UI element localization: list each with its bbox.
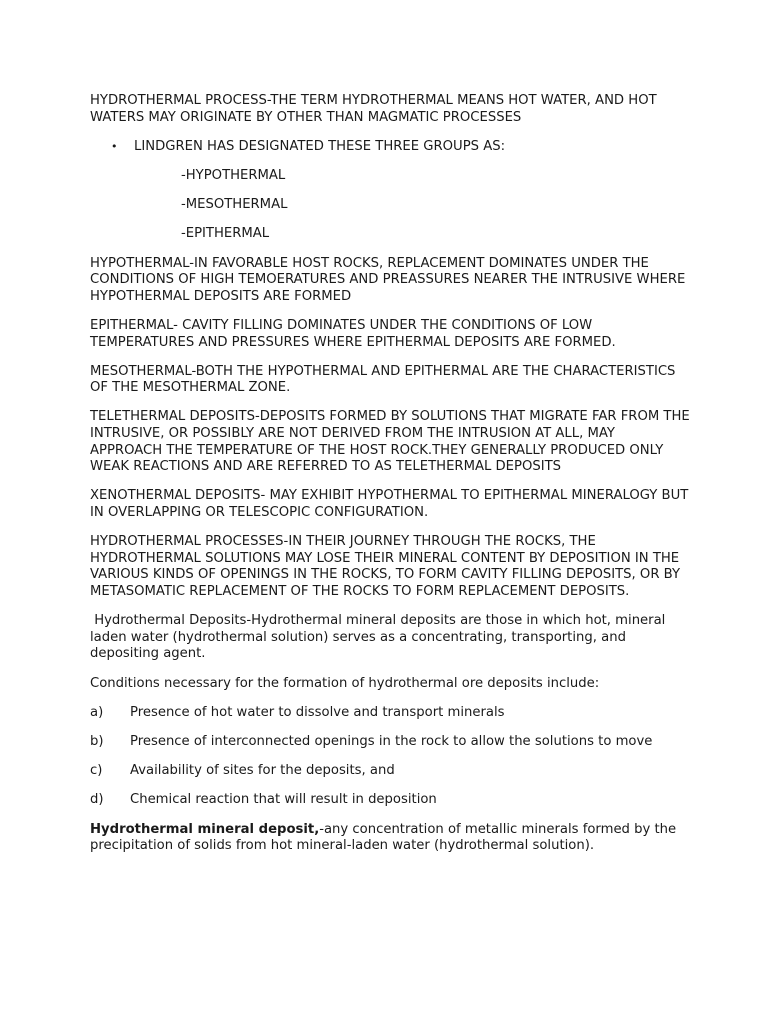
paragraph-xenothermal: XENOTHERMAL DEPOSITS- MAY EXHIBIT HYPOTHERMAL TO EPITHERMAL MINERALOGY BUT IN OVERLAPPING OR TELESCOPIC CONFIGURATION. [90, 488, 689, 521]
condition-item-c [90, 763, 690, 780]
list-marker: b) [90, 733, 104, 749]
list-text: Availability of sites for the deposits, and [130, 763, 395, 779]
paragraph-epithermal: EPITHERMAL- CAVITY FILLING DOMINATES UNDER THE CONDITIONS OF LOW TEMPERATURES AND PRESSURES WHERE EPITHERMAL DEPOSITS ARE FORMED. [90, 317, 616, 350]
group-mesothermal: -MESOTHERMAL [181, 197, 288, 213]
paragraph-mesothermal: MESOTHERMAL-BOTH THE HYPOTHERMAL AND EPITHERMAL ARE THE CHARACTERISTICS OF THE MESOTHERMAL ZONE. [90, 363, 676, 396]
bullet-text: LINDGREN HAS DESIGNATED THESE THREE GROUPS AS: [134, 138, 506, 154]
paragraph-definition [90, 822, 690, 855]
paragraph-hydrothermal-processes: HYDROTHERMAL PROCESSES-IN THEIR JOURNEY THROUGH THE ROCKS, THE HYDROTHERMAL SOLUTIONS MAY LOSE THEIR MINERAL CONTENT BY DEPOSITION IN THE VARIOUS KINDS OF OPENINGS IN THE ROCKS, TO FORM CAVITY FILLING DEPOSITS, OR BY METASOMATIC REPLACEMENT OF THE ROCKS TO FORM REPLACEMENT DEPOSITS. [90, 534, 681, 599]
paragraph-conditions: Conditions necessary for the formation of hydrothermal ore deposits include: [90, 675, 600, 691]
condition-item-d [90, 792, 690, 809]
group-hypothermal: -HYPOTHERMAL [181, 167, 286, 183]
list-marker: a) [90, 704, 104, 720]
condition-item-a [90, 705, 690, 722]
condition-item-b [90, 734, 690, 751]
paragraph-telethermal: TELETHERMAL DEPOSITS-DEPOSITS FORMED BY SOLUTIONS THAT MIGRATE FAR FROM THE INTRUSIVE, OR POSSIBLY ARE NOT DERIVED FROM THE INTRUSION AT ALL, MAY APPROACH THE TEMPERATURE OF THE HOST ROCK.THEY GENERALLY PRODUCED ONLY WEAK REACTIONS AND ARE REFERRED TO AS TELETHERMAL DEPOSITS [90, 409, 690, 475]
list-text: Chemical reaction that will result in deposition [130, 792, 437, 808]
bullet-icon: • [111, 139, 118, 153]
group-epithermal: -EPITHERMAL [181, 226, 270, 242]
document-page [90, 93, 690, 867]
list-marker: c) [90, 763, 103, 779]
list-text: Presence of hot water to dissolve and transport minerals [130, 704, 505, 720]
definition-text: -any concentration of metallic minerals formed by the precipitation of solids from hot mineral-laden water (hydrothermal solution). [90, 821, 677, 854]
paragraph-hypothermal: HYPOTHERMAL-IN FAVORABLE HOST ROCKS, REPLACEMENT DOMINATES UNDER THE CONDITIONS OF HIGH TEMOERATURES AND PREASSURES NEARER THE INTRUSIVE WHERE HYPOTHERMAL DEPOSITS ARE FORMED [90, 255, 686, 304]
list-text: Presence of interconnected openings in the rock to allow the solutions to move [130, 733, 653, 749]
paragraph-hydrothermal-process: HYDROTHERMAL PROCESS-THE TERM HYDROTHERMAL MEANS HOT WATER, AND HOT WATERS MAY ORIGINATE BY OTHER THAN MAGMATIC PROCESSES [90, 93, 657, 125]
list-marker: d) [90, 792, 104, 808]
paragraph-hydrothermal-deposits: Hydrothermal Deposits-Hydrothermal mineral deposits are those in which hot, mineral laden water (hydrothermal solution) serves as a concentrating, transporting, and depositing agent. [90, 613, 670, 662]
bullet-lindgren [90, 139, 690, 156]
definition-term: Hydrothermal mineral deposit, [90, 821, 320, 837]
